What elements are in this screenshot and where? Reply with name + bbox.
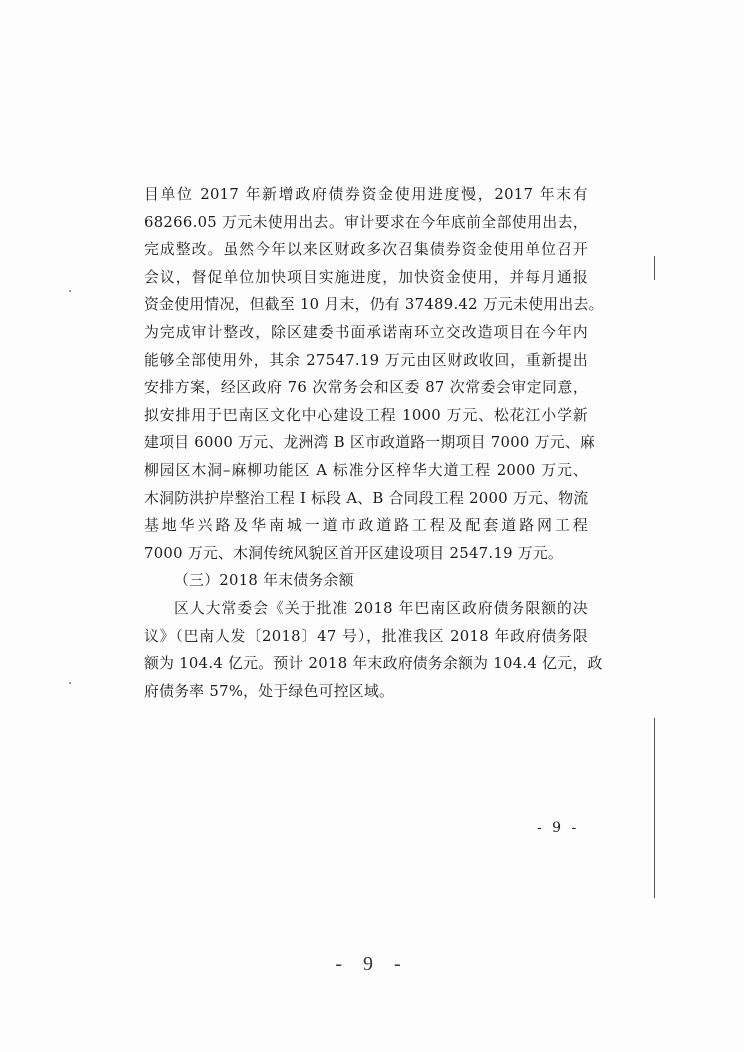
text-line-11: 柳园区木洞–麻柳功能区 A 标准分区梓华大道工程 2000 万元、 <box>144 461 588 479</box>
text-line-4: 会议，督促单位加快项目实施进度，加快资金使用，并每月通报 <box>144 268 588 286</box>
text-line-13: 基地华兴路及华南城一道市政道路工程及配套道路网工程 <box>144 517 588 535</box>
scan-artifact-line <box>654 718 655 898</box>
text-line-7: 能够全部使用外，其余 27547.19 万元由区财政收回，重新提出 <box>144 351 588 369</box>
body-text <box>144 181 604 705</box>
scan-artifact-dot <box>69 682 71 684</box>
text-line-8: 安排方案，经区政府 76 次常务会和区委 87 次常委会审定同意， <box>144 379 588 397</box>
text-line-2: 68266.05 万元未使用出去。审计要求在今年底前全部使用出去， <box>144 213 588 231</box>
text-line-9: 拟安排用于巴南区文化中心建设工程 1000 万元、松花江小学新 <box>144 406 588 424</box>
footer-page-number: - 9 - <box>335 953 409 975</box>
scan-artifact-line <box>654 256 655 280</box>
text-line-6: 为完成审计整改，除区建委书面承诺南环立交改造项目在今年内 <box>144 323 588 341</box>
inner-page-number: - 9 - <box>537 820 580 836</box>
section-heading: （三）2018 年末债务余额 <box>174 572 354 590</box>
text-line-16: 区人大常委会《关于批准 2018 年巴南区政府债务限额的决 <box>174 599 588 617</box>
text-line-5: 资金使用情况，但截至 10 月末，仍有 37489.42 万元未使用出去。 <box>144 296 604 314</box>
text-line-14: 7000 万元、木洞传统风貌区首开区建设项目 2547.19 万元。 <box>144 544 564 562</box>
text-line-18: 额为 104.4 亿元。预计 2018 年末政府债务余额为 104.4 亿元，政 <box>144 655 603 673</box>
text-line-10: 建项目 6000 万元、龙洲湾 B 区市政道路一期项目 7000 万元、麻 <box>144 434 596 452</box>
text-line-3: 完成整改。虽然今年以来区财政多次召集债券资金使用单位召开 <box>144 241 588 259</box>
text-line-17: 议》（巴南人发〔2018〕47 号），批准我区 2018 年政府债务限 <box>144 627 588 645</box>
text-line-19: 府债务率 57%，处于绿色可控区域。 <box>144 682 395 700</box>
scan-artifact-dot <box>69 290 71 292</box>
text-line-1: 目单位 2017 年新增政府债券资金使用进度慢，2017 年末有 <box>144 186 588 203</box>
text-line-12: 木洞防洪护岸整治工程 I 标段 A、B 合同段工程 2000 万元、物流 <box>144 489 589 507</box>
